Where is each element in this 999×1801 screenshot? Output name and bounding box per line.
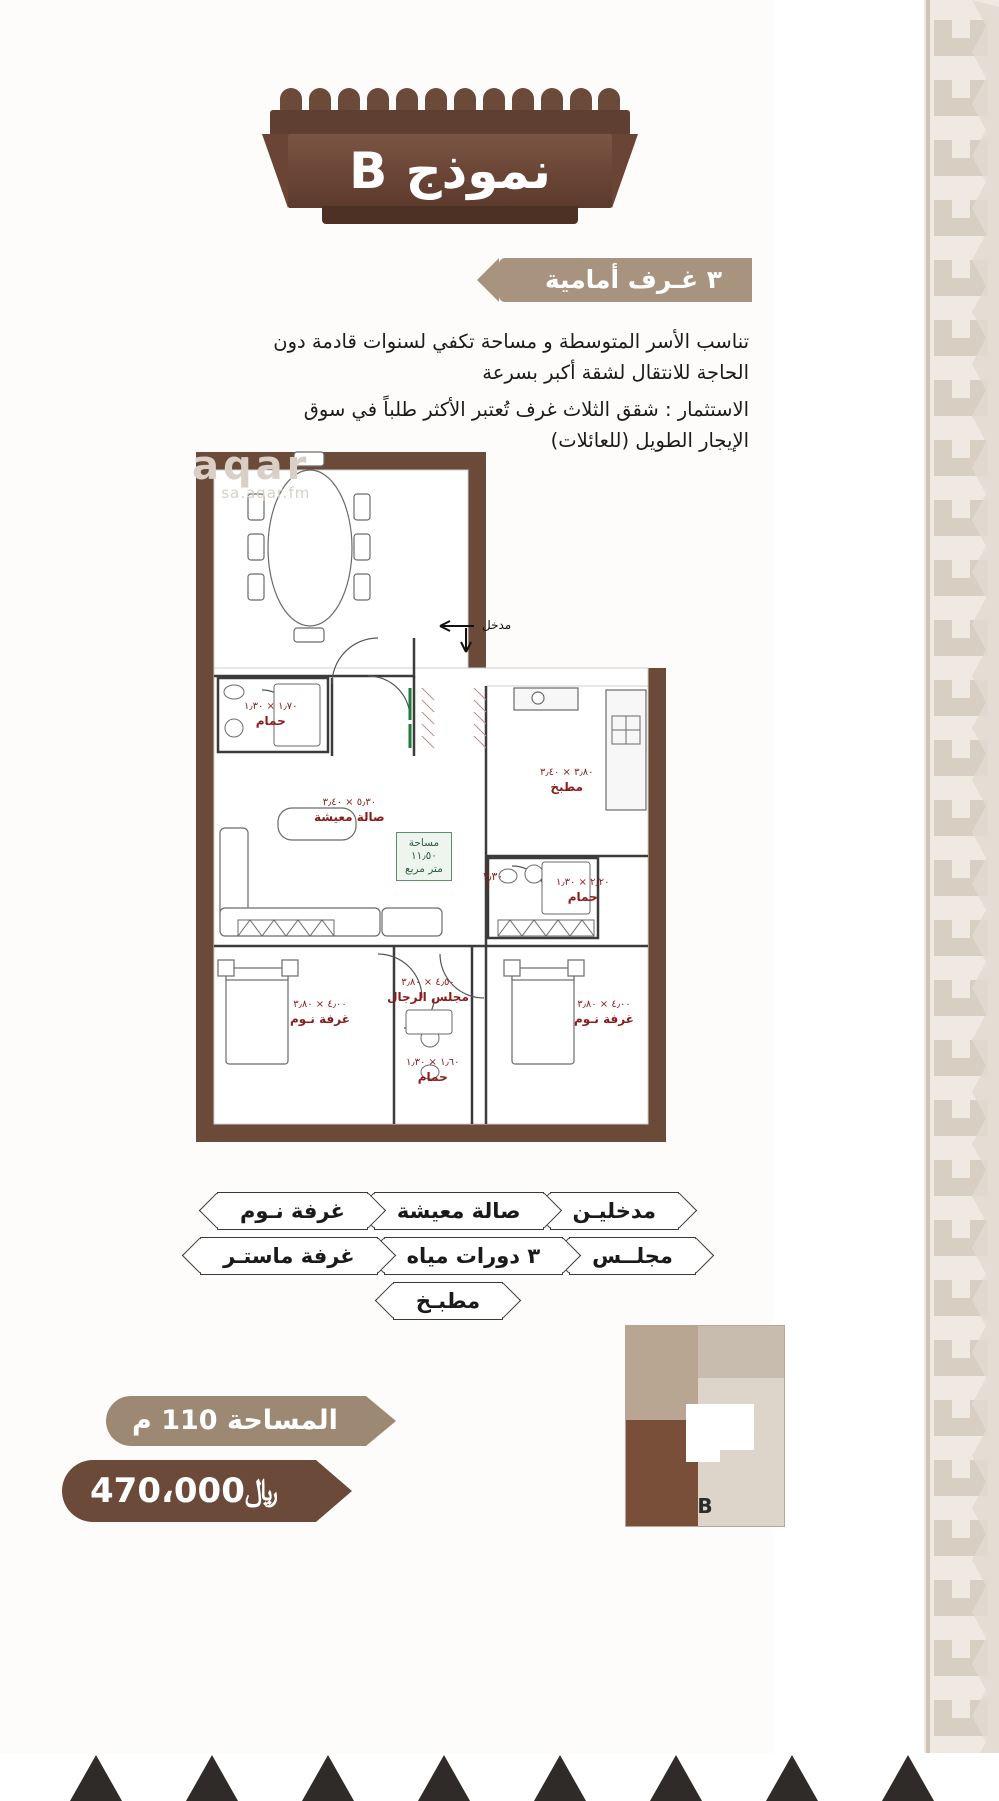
banner-top-bar <box>270 110 630 136</box>
room-name: غرفة نـوم <box>574 1012 634 1026</box>
room-name: حمام <box>567 890 598 904</box>
watermark-url: sa.aqar.fm <box>221 484 311 502</box>
floor-plan-drawing <box>182 438 682 1156</box>
riyal-currency-icon: ﷼ <box>244 1473 279 1508</box>
entrance-label: مدخل <box>482 618 512 632</box>
feature-tag: مطبـخ <box>393 1282 503 1320</box>
room-label-bath-3 <box>406 1056 460 1084</box>
tag-row-1 <box>168 1192 728 1230</box>
description-line-1: تناسب الأسر المتوسطة و مساحة تكفي لسنوات قادمة دون الحاجة للانتقال لشقة أكبر بسرعة <box>273 330 749 384</box>
room-name: مطبخ <box>550 780 584 794</box>
model-title: نموذج B <box>349 142 551 200</box>
tag-row-3 <box>168 1282 728 1320</box>
decorative-border-pattern <box>774 0 999 1801</box>
pattern-svg <box>774 0 999 1801</box>
price-amount: 470،000 <box>90 1471 245 1511</box>
key-map-letter: B <box>697 1494 713 1518</box>
room-name: صالة معيشة <box>314 810 385 824</box>
feature-tag: ٣ دورات مياه <box>384 1237 564 1275</box>
bottom-decorative-strip <box>0 1753 999 1801</box>
room-label-bedroom-1 <box>290 998 350 1026</box>
banner-foot <box>322 206 578 224</box>
feature-tag: غرفة ماستـر <box>200 1237 378 1275</box>
room-dim-corridor: ١٫٣٠ <box>482 870 504 883</box>
room-dim: ١٫٦٠ × ١٫٣٠ <box>406 1057 460 1068</box>
feature-tag: مدخليـن <box>550 1192 680 1230</box>
floor-plan <box>182 438 682 1156</box>
room-name: مجلس الرجال <box>387 990 469 1004</box>
area-label: مساحة <box>408 837 440 849</box>
room-dim: ٤٫٠٠ × ٣٫٨٠ <box>293 999 347 1010</box>
room-label-kitchen <box>540 766 594 794</box>
feature-tags <box>168 1192 728 1327</box>
feature-tag: غرفة نـوم <box>217 1192 368 1230</box>
feature-tag: مجلــس <box>569 1237 696 1275</box>
room-dim: ٣٫٨٠ × ٣٫٤٠ <box>540 767 594 778</box>
model-banner <box>262 88 638 228</box>
room-label-majlis <box>387 976 469 1004</box>
watermark <box>192 443 311 502</box>
area-unit: متر مربع <box>405 863 443 875</box>
room-name: حمام <box>417 1070 448 1084</box>
key-map-block-c <box>698 1326 784 1378</box>
area-value: ١١٫٥٠ <box>410 850 437 862</box>
description-line-2: الاستثمار : شقق الثلاث غرف تُعتبر الأكثر طلباً في سوق الإيجار الطويل (للعائلات) <box>303 398 749 452</box>
room-dim: ٤٫٥٠ × ٣٫٨٠ <box>401 977 455 988</box>
key-map-courtyard-2 <box>686 1426 720 1462</box>
feature-tag: صالة معيشة <box>374 1192 544 1230</box>
room-dim: ١٫٧٠ × ١٫٣٠ <box>244 701 298 712</box>
tag-row-2 <box>168 1237 728 1275</box>
room-dim: ٤٫٠٠ × ٣٫٨٠ <box>577 999 631 1010</box>
area-badge: المساحة 110 م <box>106 1396 366 1446</box>
area-callout <box>396 832 452 881</box>
watermark-logo: aqar <box>192 443 311 489</box>
room-label-bath-1 <box>244 700 298 728</box>
room-label-bedroom-2 <box>574 998 634 1026</box>
room-dim: ٢٫٢٠ × ١٫٣٠ <box>556 877 610 888</box>
key-map <box>625 1325 785 1527</box>
price-badge <box>62 1460 316 1522</box>
room-name: غرفة نـوم <box>290 1012 350 1026</box>
room-dim: ٥٫٣٠ × ٣٫٤٠ <box>322 797 377 808</box>
room-name: حمام <box>255 714 286 728</box>
room-label-bath-2 <box>556 876 610 904</box>
subtitle-ribbon: ٣ غـرف أمامية <box>499 258 752 302</box>
room-label-living <box>314 796 385 824</box>
